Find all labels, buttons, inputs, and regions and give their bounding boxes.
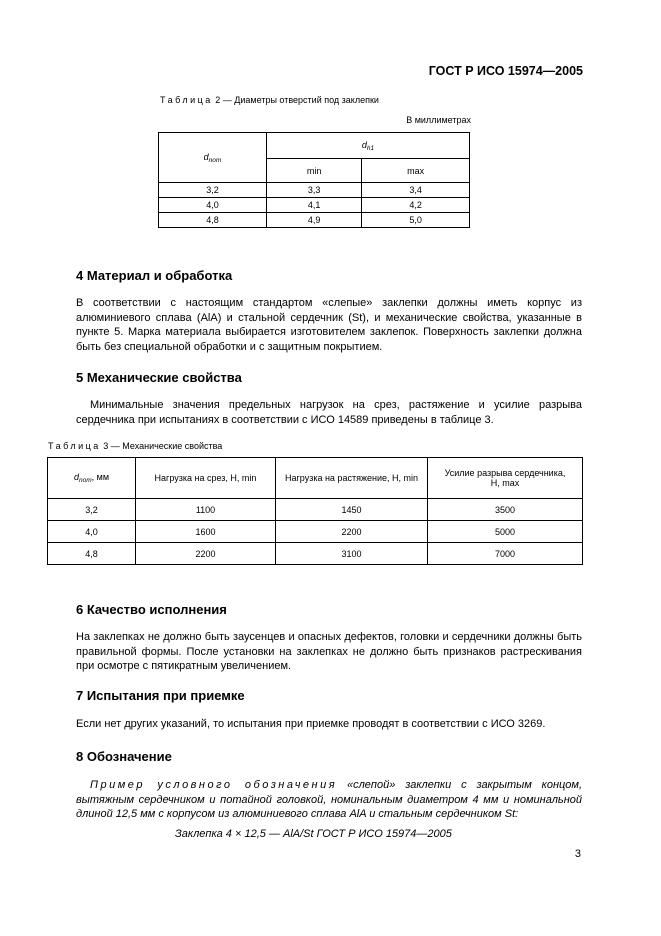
table3-header-dnom: $d_{nom}$, мм [48,458,136,499]
example-text: «слепой» заклепки с закрытым концом, вытяжным сердечником и потайной головкой, номинальным диаметром 4 мм и номинальной длиной 12,5 мм с корпусом из алюминиевого сплава AlA и стальным сердечником St: [76,779,583,820]
table-cell: 3,4 [362,183,470,198]
table-cell: 5,0 [362,213,470,228]
table3-caption-text: 3 — Механические свойства [100,441,223,451]
table-cell: 3500 [428,499,583,521]
table3-caption-label: Таблица [48,441,101,451]
section7-heading: 7 Испытания при приемке [76,688,245,703]
table2-caption [160,95,379,105]
table-cell: 3100 [276,543,428,565]
table-cell: 3,3 [267,183,362,198]
table-cell: 4,2 [362,198,470,213]
table-cell: 1450 [276,499,428,521]
table2-header-min: min [267,159,362,183]
table-cell: 4,0 [48,521,136,543]
table3-header-mandrel: Усилие разрыва сердечника, Н, max [428,458,583,499]
table-cell: 4,0 [159,198,267,213]
table3-caption [48,441,222,451]
section8-example [76,778,582,822]
section6-heading: 6 Качество исполнения [76,602,227,617]
table-cell: 4,1 [267,198,362,213]
example-label: Пример условного обозначения [90,779,338,791]
table-cell: 2200 [276,521,428,543]
table2-caption-text: 2 — Диаметры отверстий под заклепки [212,95,379,105]
table3-header-tension: Нагрузка на растяжение, Н, min [276,458,428,499]
table2-caption-label: Таблица [160,95,213,105]
table-cell: 4,8 [48,543,136,565]
page-number: 3 [574,848,581,860]
table2-header-dnom: $d_{nom}$ [159,133,267,183]
table2 [158,132,470,228]
table-cell: 2200 [136,543,276,565]
table-cell: 7000 [428,543,583,565]
section6-text: На заклепках не должно быть заусенцев и опасных дефектов, головки и сердечники должны быть правильной формы. После установки на заклепках не должно быть признаков растрескивания при осмотре с пятикратным увеличением. [76,631,582,672]
section5-text: Минимальные значения предельных нагрузок на срез, растяжение и усилие разрыва сердечника при испытаниях в соответствии с ИСО 14589 приведены в таблице 3. [76,399,582,426]
table-cell: 3,2 [48,499,136,521]
table-cell: 1600 [136,521,276,543]
section7-text: Если нет других указаний, то испытания при приемке проводят в соответствии с ИСО 3269. [76,718,546,730]
section4-heading: 4 Материал и обработка [76,268,233,283]
table-cell: 3,2 [159,183,267,198]
designation-example: Заклепка 4 × 12,5 — AlA/St ГОСТ Р ИСО 15974—2005 [175,828,452,840]
section5-heading: 5 Механические свойства [76,370,242,385]
table3-header-shear: Нагрузка на срез, Н, min [136,458,276,499]
table3 [47,457,583,565]
table-cell: 5000 [428,521,583,543]
table-cell: 4,9 [267,213,362,228]
table-cell: 1100 [136,499,276,521]
table2-header-dh1: $d_{h1}$ [267,133,470,159]
section8-heading: 8 Обозначение [76,749,172,764]
document-header: ГОСТ Р ИСО 15974—2005 [428,64,583,78]
section4-text: В соответствии с настоящим стандартом «слепые» заклепки должны иметь корпус из алюминиевого сплава (AlA) и стальной сердечник (St), и механические свойства, указанные в пункте 5. Марка материала выбирается изготовителем заклепок. Поверхность заклепки должна быть без специальной обработки и с защитным покрытием. [76,297,582,353]
table2-units: В миллиметрах [406,115,471,125]
table-cell: 4,8 [159,213,267,228]
table2-header-max: max [362,159,470,183]
